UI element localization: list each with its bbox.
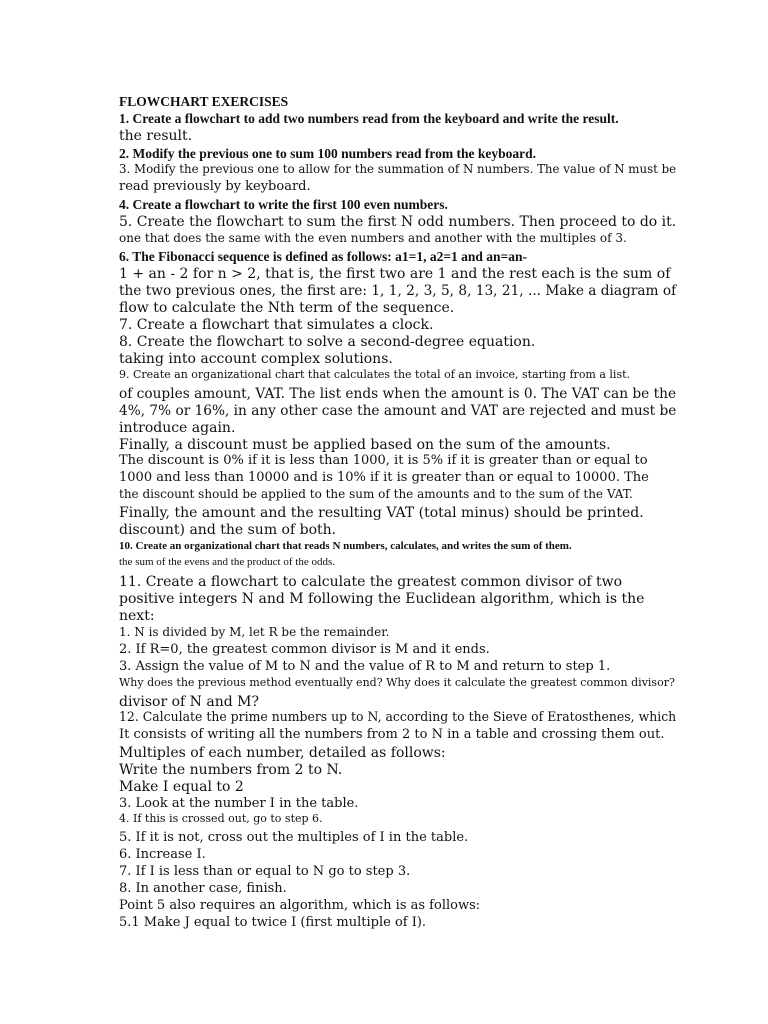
sieve-step-1: Write the numbers from 2 to N. — [119, 762, 343, 778]
exercise-11-text: 11. Create a flowchart to calculate the greatest common divisor of two — [119, 574, 623, 590]
text-line: taking into account complex solutions. — [119, 351, 393, 367]
text-line: The discount is 0% if it is less than 1000, it is 5% if it is greater than or equal to — [119, 453, 648, 468]
step-2-text: 2. If R=0, the greatest common divisor is M and it ends. — [119, 642, 490, 657]
exercise-7-text: 7. Create a flowchart that simulates a clock. — [119, 317, 434, 333]
step-3-text: 3. Assign the value of M to N and the value of R to M and return to step 1. — [119, 659, 611, 674]
sieve-step-7: 7. If I is less than or equal to N go to step 3. — [119, 864, 411, 879]
exercise-12-text: 12. Calculate the prime numbers up to N, according to the Sieve of Eratosthenes, which — [119, 710, 677, 725]
question-text: Why does the previous method eventually end? Why does it calculate the greatest common divisor? — [119, 676, 675, 689]
text-line: read previously by keyboard. — [119, 179, 311, 194]
sieve-step-6: 6. Increase I. — [119, 847, 206, 862]
sieve-step-5-1: 5.1 Make J equal to twice I (first multiple of I). — [119, 915, 427, 930]
text-line: 4%, 7% or 16%, in any other case the amount and VAT are rejected and must be — [119, 403, 677, 419]
sieve-step-8: 8. In another case, finish. — [119, 881, 287, 896]
exercise-8-text: 8. Create the flowchart to solve a second-degree equation. — [119, 334, 536, 350]
text-line: next: — [119, 608, 155, 624]
text-line: the result. — [119, 128, 193, 144]
sieve-step-4: 4. If this is crossed out, go to step 6. — [119, 812, 323, 825]
text-line: the sum of the evens and the product of the odds. — [119, 556, 335, 568]
text-line: Point 5 also requires an algorithm, which is as follows: — [119, 898, 481, 913]
sieve-step-2: Make I equal to 2 — [119, 779, 244, 795]
sieve-step-5: 5. If it is not, cross out the multiples of I in the table. — [119, 830, 469, 845]
exercise-1-heading: 1. Create a flowchart to add two numbers read from the keyboard and write the result. — [119, 111, 619, 126]
text-line: It consists of writing all the numbers from 2 to N in a table and crossing them out. — [119, 727, 665, 742]
exercise-2-heading: 2. Modify the previous one to sum 100 numbers read from the keyboard. — [119, 146, 537, 161]
step-1-text: 1. N is divided by M, let R be the remainder. — [119, 625, 390, 639]
exercise-10-heading: 10. Create an organizational chart that reads N numbers, calculates, and writes the sum of them. — [119, 540, 572, 552]
text-line: the two previous ones, the first are: 1, 1, 2, 3, 5, 8, 13, 21, ... Make a diagram of — [119, 283, 677, 299]
text-line: 1 + an - 2 for n > 2, that is, the first two are 1 and the rest each is the sum of — [119, 266, 671, 282]
exercise-4-heading: 4. Create a flowchart to write the first 100 even numbers. — [119, 197, 448, 212]
exercise-5-text: 5. Create the flowchart to sum the first N odd numbers. Then proceed to do it. — [119, 214, 677, 230]
text-line: Finally, the amount and the resulting VAT (total minus) should be printed. — [119, 505, 644, 521]
text-line: discount) and the sum of both. — [119, 522, 337, 538]
sieve-step-3: 3. Look at the number I in the table. — [119, 796, 359, 811]
document-title: FLOWCHART EXERCISES — [119, 94, 289, 109]
text-line: one that does the same with the even numbers and another with the multiples of 3. — [119, 231, 627, 245]
text-line: divisor of N and M? — [119, 694, 259, 710]
exercise-3-text: 3. Modify the previous one to allow for the summation of N numbers. The value of N must be — [119, 162, 677, 176]
exercise-9-text: 9. Create an organizational chart that calculates the total of an invoice, starting from a list. — [119, 368, 631, 381]
exercise-6-heading: 6. The Fibonacci sequence is defined as follows: a1=1, a2=1 and an=an- — [119, 249, 527, 264]
text-line: Finally, a discount must be applied based on the sum of the amounts. — [119, 437, 611, 453]
text-line: Multiples of each number, detailed as follows: — [119, 745, 446, 761]
text-line: the discount should be applied to the sum of the amounts and to the sum of the VAT. — [119, 487, 633, 501]
text-line: flow to calculate the Nth term of the sequence. — [119, 300, 455, 316]
text-line: of couples amount, VAT. The list ends when the amount is 0. The VAT can be the — [119, 386, 677, 402]
text-line: positive integers N and M following the Euclidean algorithm, which is the — [119, 591, 645, 607]
text-line: 1000 and less than 10000 and is 10% if it is greater than or equal to 10000. The — [119, 470, 649, 485]
text-line: introduce again. — [119, 420, 236, 436]
